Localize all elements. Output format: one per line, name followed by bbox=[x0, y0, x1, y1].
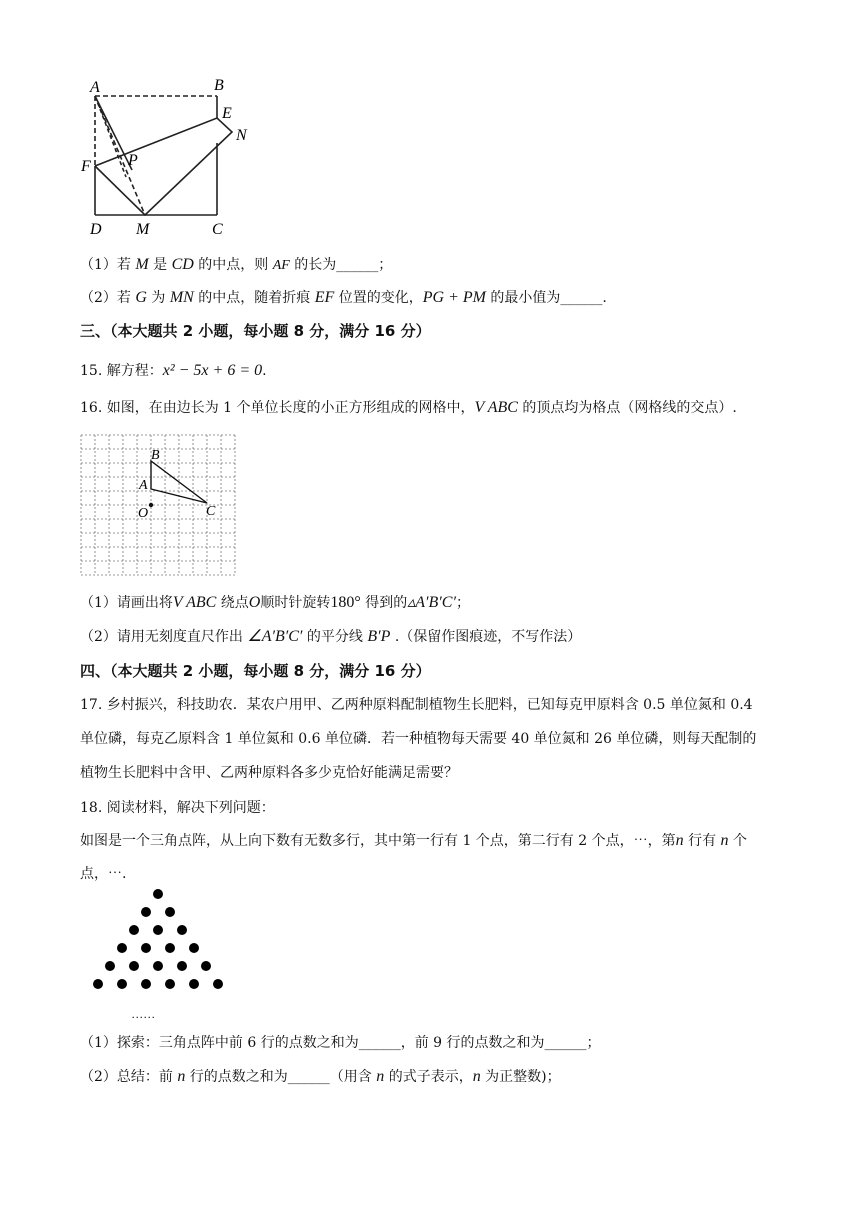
label-A: A bbox=[90, 79, 100, 96]
fold-figure bbox=[70, 70, 270, 240]
dot bbox=[129, 925, 139, 935]
dot bbox=[141, 943, 151, 953]
dot bbox=[189, 943, 199, 953]
grid-label-A: A bbox=[139, 478, 148, 493]
section-4-heading: 四、（本大题共 2 小题，每小题 8 分，满分 16 分） bbox=[80, 662, 431, 680]
dot bbox=[213, 979, 223, 989]
label-C: C bbox=[212, 221, 223, 238]
dot bbox=[177, 925, 187, 935]
label-N: N bbox=[236, 127, 247, 144]
label-M: M bbox=[136, 221, 150, 238]
point-o bbox=[149, 503, 153, 507]
label-F: F bbox=[81, 158, 91, 175]
q15: 15. 解方程：x² − 5x + 6 = 0. bbox=[80, 362, 267, 379]
dot bbox=[117, 943, 127, 953]
dot bbox=[165, 979, 175, 989]
q18-part2: （2）总结：前 n 行的点数之和为______（用含 n 的式子表示，n 为正整数)； bbox=[80, 1068, 561, 1085]
dot bbox=[153, 961, 163, 971]
dot bbox=[141, 907, 151, 917]
dot bbox=[153, 925, 163, 935]
q16-part1: （1）请画出将V ABC 绕点O顺时针旋转180° 得到的▵A′B′C′； bbox=[80, 594, 470, 611]
dot bbox=[105, 961, 115, 971]
q16-part2: （2）请用无刻度直尺作出 ∠A′B′C′ 的平分线 B′P .（保留作图痕迹，不写作法） bbox=[80, 628, 582, 645]
dot bbox=[189, 979, 199, 989]
q18-part1: （1）探索：三角点阵中前 6 行的点数之和为______，前 9 行的点数之和为______； bbox=[80, 1035, 601, 1051]
dot bbox=[93, 979, 103, 989]
q17-line3: 植物生长肥料中含甲、乙两种原料各多少克恰好能满足需要？ bbox=[80, 765, 458, 781]
dot bbox=[165, 907, 175, 917]
dot bbox=[141, 979, 151, 989]
grid-label-C: C bbox=[206, 504, 216, 519]
label-E: E bbox=[222, 105, 232, 122]
dot bbox=[117, 979, 127, 989]
dot bbox=[165, 943, 175, 953]
q17-line1: 17. 乡村振兴，科技助农．某农户用甲、乙两种原料配制植物生长肥料，已知每克甲原料含 0.5 单位氮和 0.4 bbox=[80, 697, 753, 713]
q18-intro: 18. 阅读材料，解决下列问题： bbox=[80, 800, 275, 816]
q18-line1: 如图是一个三角点阵，从上向下数有无数多行，其中第一行有 1 个点，第二行有 2 个点，⋯，第n 行有 n 个 bbox=[80, 832, 747, 849]
q17-line2: 单位磷，每克乙原料含 1 单位氮和 0.6 单位磷．若一种植物每天需要 40 单位氮和 26 单位磷，则每天配制的 bbox=[80, 731, 757, 747]
label-B: B bbox=[214, 77, 224, 94]
dot bbox=[129, 961, 139, 971]
label-P: P bbox=[128, 152, 138, 169]
q14-part2: （2）若 G 为 MN 的中点，随着折痕 EF 位置的变化，PG + PM 的最小值为______. bbox=[80, 289, 607, 306]
dot bbox=[177, 961, 187, 971]
q18-line2: 点，⋯. bbox=[80, 866, 127, 882]
q14-part1: （1）若 M 是 CD 的中点，则 AF 的长为______； bbox=[80, 256, 393, 273]
grid-figure bbox=[78, 433, 238, 576]
label-D: D bbox=[90, 221, 102, 238]
grid-label-B: B bbox=[151, 448, 160, 463]
dot bbox=[201, 961, 211, 971]
grid-label-O: O bbox=[138, 506, 149, 521]
q16-intro: 16. 如图，在由边长为 1 个单位长度的小正方形组成的网格中，V ABC 的顶点均为格点（网格线的交点）. bbox=[80, 399, 737, 416]
dots-continuation: ...... bbox=[132, 1007, 156, 1021]
dot bbox=[153, 889, 163, 899]
section-3-heading: 三、（本大题共 2 小题，每小题 8 分，满分 16 分） bbox=[80, 322, 431, 340]
triangle-dot-array bbox=[80, 884, 260, 1024]
